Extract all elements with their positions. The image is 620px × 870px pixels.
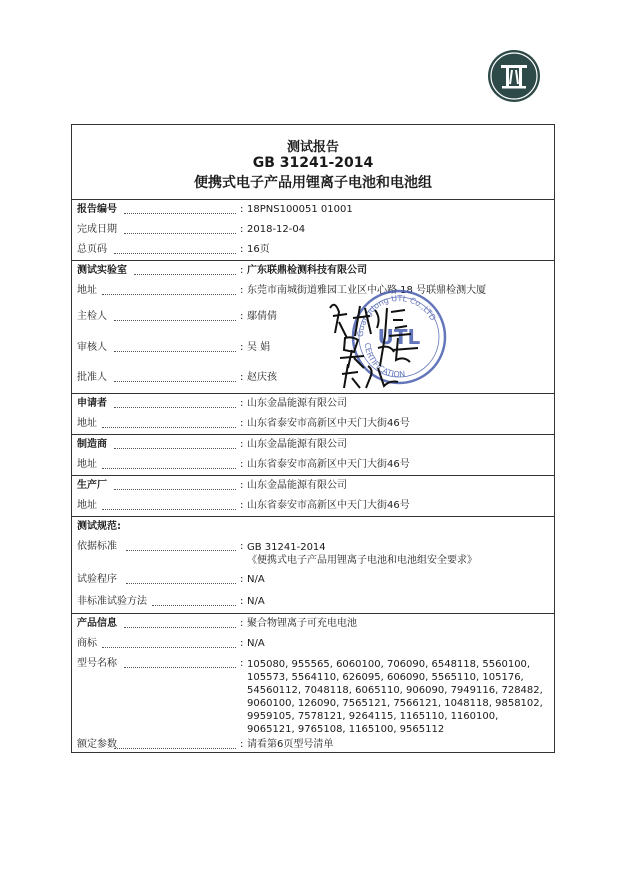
dotted-leader [102, 647, 236, 648]
factory-address-row: 地址 : 山东省泰安市高新区中天门大街46号 [72, 496, 554, 516]
manufacturer-address-value: 山东省泰安市高新区中天门大街46号 [247, 459, 410, 470]
dotted-leader [114, 448, 236, 449]
procedure-value: N/A [247, 574, 265, 585]
manufacturer-value: 山东金晶能源有限公司 [247, 439, 347, 450]
lab-value: 广东联鼎检测科技有限公司 [247, 265, 367, 276]
trademark-label: 商标 [77, 638, 97, 649]
report-subtitle: 便携式电子产品用锂离子电池和电池组 [194, 175, 432, 191]
basis-row: 依据标准 : GB 31241-2014 《便携式电子产品用锂离子电池和电池组安全要求》 [72, 537, 554, 569]
dotted-leader [152, 605, 236, 606]
stamp-top-text: Guangdong UTL Co.,LTD [355, 293, 438, 338]
manufacturer-address-label: 地址 [77, 459, 97, 470]
factory-address-label: 地址 [77, 500, 97, 511]
dotted-leader [114, 253, 236, 254]
factory-row: 生产厂 : 山东金晶能源有限公司 [72, 475, 554, 496]
lab-label: 测试实验室 [77, 265, 127, 276]
dotted-leader [102, 509, 236, 510]
rating-row: 额定参数 : 请看第6页型号清单 [72, 734, 554, 756]
dotted-leader [114, 320, 236, 321]
basis-value [247, 541, 477, 567]
approver-row: 批准人 : 赵庆孩 [72, 363, 554, 393]
test-report-document [71, 124, 555, 753]
product-row: 产品信息 : 聚合物锂离子可充电电池 [72, 613, 554, 634]
report-title: 测试报告 [286, 140, 339, 155]
applicant-address-value: 山东省泰安市高新区中天门大街46号 [247, 418, 410, 429]
dotted-leader [124, 627, 236, 628]
manufacturer-address-row: 地址 : 山东省泰安市高新区中天门大街46号 [72, 455, 554, 475]
reviewer-label: 审核人 [77, 342, 107, 353]
dotted-leader [124, 213, 236, 214]
basis-standard-title: 《便携式电子产品用锂离子电池和电池组安全要求》 [247, 555, 477, 566]
model-row: 型号名称 : 105080, 955565, 6060100, 706090, 6548118, 5560100, 105573, 5564110, 626095, 606090, 5565110, 105176, 54560112, 7048118, 6065110, 906090, 7949116, 728482, 9060100, 126090, 7565121, 7566121, 1048118, 9858102, 9959105, 7578121, 9264115, 1165110, 1160100, 9065121, 9765108, 1165100, 9565112 [72, 654, 554, 734]
trademark-value: N/A [247, 638, 265, 649]
procedure-row: 试验程序 : N/A [72, 569, 554, 591]
dotted-leader [134, 274, 236, 275]
factory-value: 山东金晶能源有限公司 [247, 480, 347, 491]
dotted-leader [114, 748, 236, 749]
nonstd-row: 非标准试验方法 : N/A [72, 591, 554, 613]
dotted-leader [126, 583, 236, 584]
dotted-leader [114, 381, 236, 382]
lab-row: 测试实验室 : 广东联鼎检测科技有限公司 [72, 260, 554, 281]
total-pages-label: 总页码 [77, 244, 107, 255]
tester-row: 主检人 : 鄢倩倩 [72, 301, 554, 332]
lab-address-row: 地址 : 东莞市南城街道雅园工业区中心路 18 号联鼎检测大厦 [72, 281, 554, 301]
trademark-row: 商标 : N/A [72, 634, 554, 654]
applicant-row: 申请者 : 山东金晶能源有限公司 [72, 393, 554, 414]
report-standard: GB 31241-2014 [252, 155, 374, 171]
manufacturer-label: 制造商 [77, 439, 107, 450]
approver-signature [340, 360, 410, 392]
nonstd-label: 非标准试验方法 [77, 596, 147, 607]
tester-label: 主检人 [77, 311, 107, 322]
dotted-leader [124, 667, 236, 668]
dotted-leader [102, 468, 236, 469]
approver-label: 批准人 [77, 372, 107, 383]
product-value: 聚合物锂离子可充电电池 [247, 618, 357, 629]
rating-value: 请看第6页型号清单 [247, 739, 334, 750]
stamp-bottom-text: CERTIFICATION [362, 342, 406, 380]
product-label: 产品信息 [77, 618, 117, 629]
reviewer-value: 吴 娟 [247, 342, 271, 353]
lab-address-label: 地址 [77, 285, 97, 296]
reviewer-row: 审核人 : 吴 娟 [72, 332, 554, 363]
stamp-center-text: UTL [377, 325, 421, 349]
basis-label: 依据标准 [77, 541, 117, 552]
applicant-address-label: 地址 [77, 418, 97, 429]
report-number-row: 报告编号 : 18PNS100051 01001 [72, 200, 554, 220]
manufacturer-row: 制造商 : 山东金晶能源有限公司 [72, 434, 554, 455]
dotted-leader [114, 407, 236, 408]
completion-date-label: 完成日期 [77, 224, 117, 235]
model-label: 型号名称 [77, 658, 117, 669]
total-pages-row: 总页码 : 16页 [72, 240, 554, 260]
total-pages-value: 16页 [247, 244, 270, 255]
dotted-leader [102, 427, 236, 428]
model-list: 105080, 955565, 6060100, 706090, 6548118, 5560100, 105573, 5564110, 626095, 606090, 5565110, 105176, 54560112, 7048118, 6065110, 906090, 7949116, 728482, 9060100, 126090, 7565121, 7566121, 1048118, 9858102, 9959105, 7578121, 9264115, 1165110, 1160100, 9065121, 9765108, 1165100, 9565112 [247, 659, 543, 735]
dotted-leader [114, 351, 236, 352]
spec-row [72, 516, 554, 537]
tester-value: 鄢倩倩 [247, 311, 277, 322]
nonstd-value: N/A [247, 596, 265, 607]
report-number-label: 报告编号 [77, 204, 117, 215]
applicant-label: 申请者 [77, 398, 107, 409]
report-number-value: 18PNS100051 01001 [247, 204, 353, 215]
lab-address-value: 东莞市南城街道雅园工业区中心路 18 号联鼎检测大厦 [247, 285, 487, 296]
dotted-leader [126, 550, 236, 551]
completion-date-row: 完成日期 : 2018-12-04 [72, 220, 554, 240]
approver-value: 赵庆孩 [247, 372, 277, 383]
company-logo-icon [487, 49, 541, 103]
basis-standard: GB 31241-2014 [247, 542, 326, 553]
applicant-value: 山东金晶能源有限公司 [247, 398, 347, 409]
applicant-address-row: 地址 : 山东省泰安市高新区中天门大街46号 [72, 414, 554, 434]
dotted-leader [124, 233, 236, 234]
factory-address-value: 山东省泰安市高新区中天门大街46号 [247, 500, 410, 511]
completion-date-value: 2018-12-04 [247, 224, 306, 235]
procedure-label: 试验程序 [77, 574, 117, 585]
report-header [72, 125, 554, 200]
spec-label: 测试规范: [77, 521, 121, 532]
dotted-leader [114, 489, 236, 490]
factory-label: 生产厂 [77, 480, 107, 491]
dotted-leader [102, 294, 236, 295]
rating-label: 额定参数 [77, 739, 117, 750]
